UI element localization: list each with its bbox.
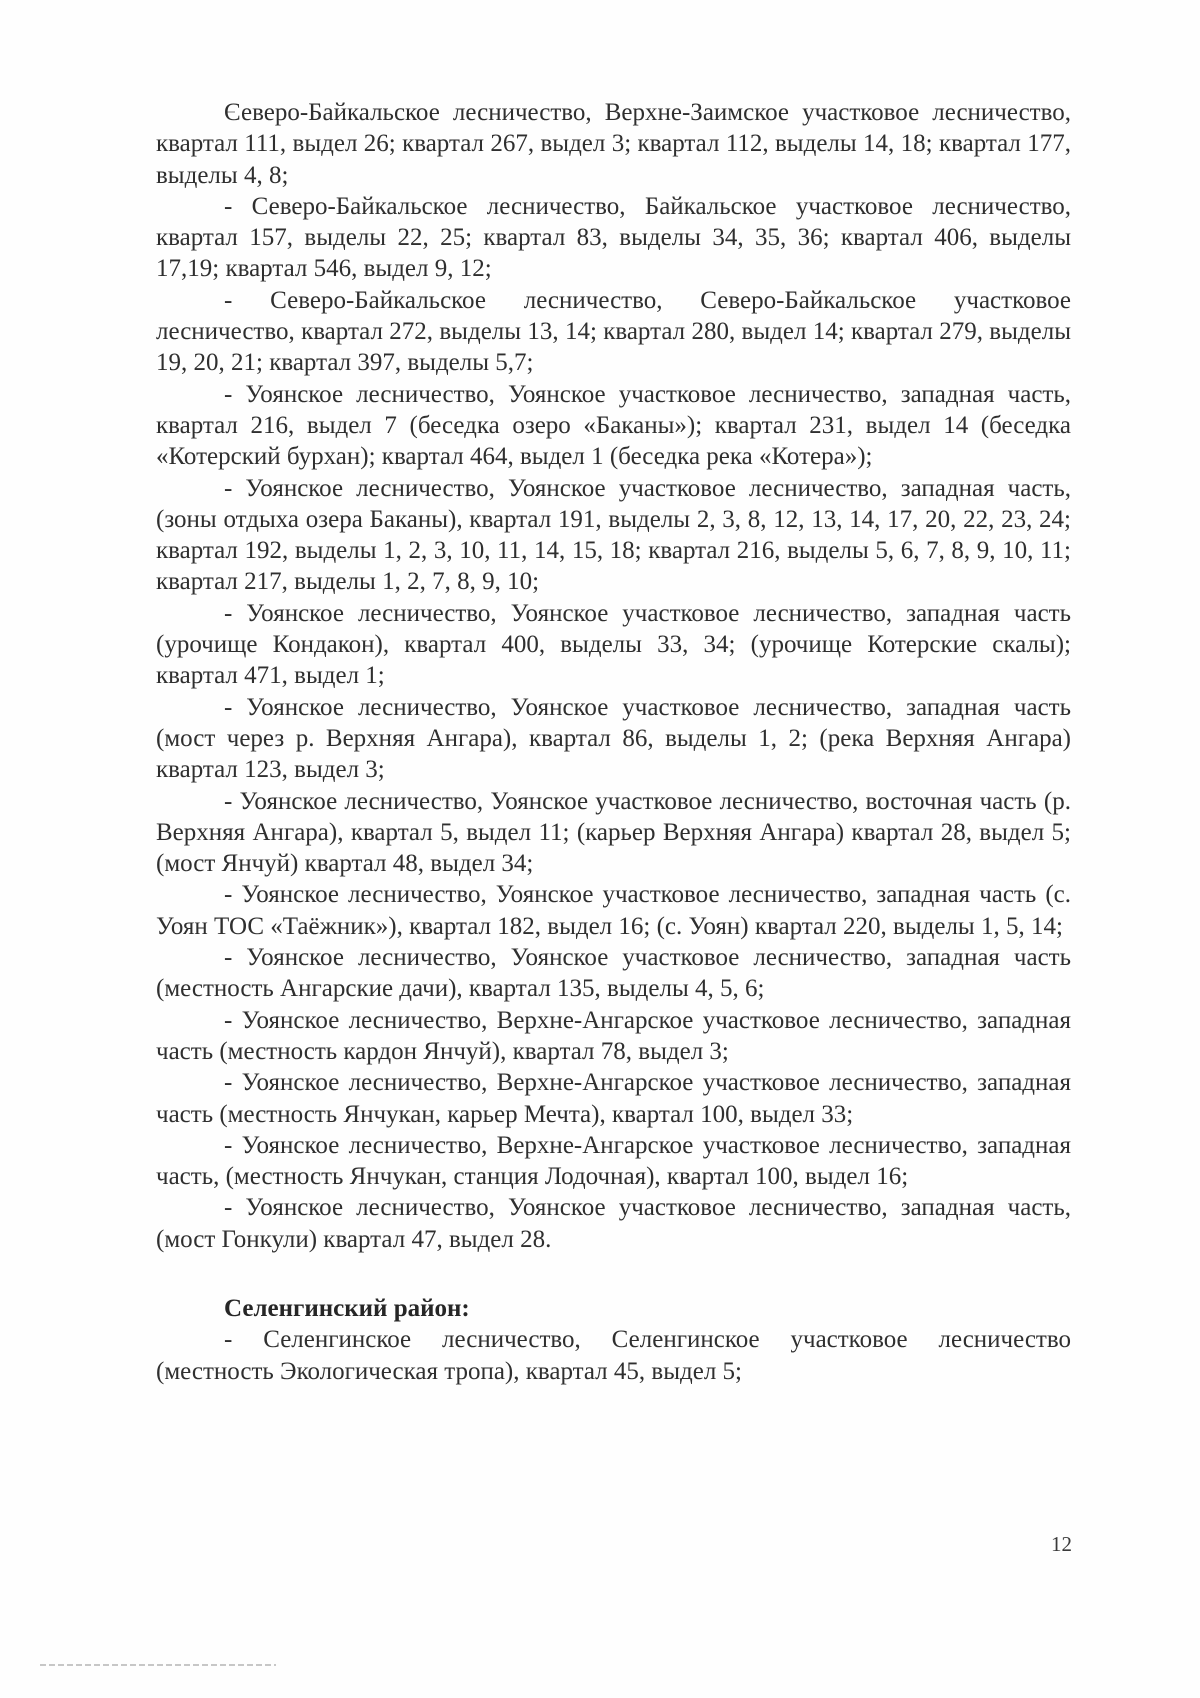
- paragraph-5: - Уоянское лесничество, Уоянское участковое лесничество, западная часть, (зоны отдыха озера Баканы), квартал 191, выделы 2, 3, 8, 12, 13, 14, 17, 20, 22, 23, 24; квартал 192, выделы 1, 2, 3, 10, 11, 14, 15, 18; квартал 216, выделы 5, 6, 7, 8, 9, 10, 11; квартал 217, выделы 1, 2, 7, 8, 9, 10;: [156, 474, 1071, 596]
- page-number: 12: [1051, 1532, 1072, 1556]
- paragraph-8: - Уоянское лесничество, Уоянское участковое лесничество, восточная часть (р. Верхняя Ангара), квартал 5, выдел 11; (карьер Верхняя Ангара) квартал 28, выдел 5; (мост Янчуй) квартал 48, выдел 34;: [156, 787, 1071, 878]
- scan-artifact-line: [40, 1664, 276, 1666]
- paragraph-3: - Северо-Байкальское лесничество, Северо-Байкальское участковое лесничество, квартал 272, выделы 13, 14; квартал 280, выдел 14; квартал 279, выделы 19, 20, 21; квартал 397, выделы 5,7;: [156, 286, 1071, 377]
- paragraph-6: - Уоянское лесничество, Уоянское участковое лесничество, западная часть (урочище Кондакон), квартал 400, выделы 33, 34; (урочище Котерские скалы); квартал 471, выдел 1;: [156, 599, 1071, 690]
- paragraph-13: - Уоянское лесничество, Верхне-Ангарское участковое лесничество, западная часть, (местность Янчукан, станция Лодочная), квартал 100, выдел 16;: [156, 1131, 1071, 1191]
- paragraph-11: - Уоянское лесничество, Верхне-Ангарское участковое лесничество, западная часть (местность кардон Янчуй), квартал 78, выдел 3;: [156, 1006, 1071, 1065]
- paragraph-12: - Уоянское лесничество, Верхне-Ангарское участковое лесничество, западная часть (местность Янчукан, карьер Мечта), квартал 100, выдел 33;: [156, 1069, 1071, 1128]
- paragraph-9: - Уоянское лесничество, Уоянское участковое лесничество, западная часть (с. Уоян ТОС «Таёжник»), квартал 182, выдел 16; (с. Уоян) квартал 220, выделы 1, 5, 14;: [156, 881, 1071, 940]
- paragraph-1: Северо-Байкальское лесничество, Верхне-Заимское участковое лесничество, квартал 111, выдел 26; квартал 267, выдел 3; квартал 112, выделы 14, 18; квартал 177, выделы 4, 8;: [156, 99, 1071, 189]
- section-heading: Селенгинский район:: [224, 1294, 470, 1322]
- paragraph-7: - Уоянское лесничество, Уоянское участковое лесничество, западная часть (мост через р. Верхняя Ангара), квартал 86, выделы 1, 2; (река Верхняя Ангара) квартал 123, выдел 3;: [156, 693, 1071, 784]
- paragraph-2: - Северо-Байкальское лесничество, Байкальское участковое лесничество, квартал 157, выделы 22, 25; квартал 83, выделы 34, 35, 36; квартал 406, выделы 17,19; квартал 546, выдел 9, 12;: [156, 192, 1071, 283]
- document-body: [156, 97, 1071, 1387]
- section-paragraph-1: - Селенгинское лесничество, Селенгинское участковое лесничество (местность Экологическая тропа), квартал 45, выдел 5;: [156, 1326, 1071, 1385]
- paragraph-14: - Уоянское лесничество, Уоянское участковое лесничество, западная часть, (мост Гонкули) квартал 47, выдел 28.: [156, 1194, 1071, 1253]
- paragraph-4: - Уоянское лесничество, Уоянское участковое лесничество, западная часть, квартал 216, выдел 7 (беседка озеро «Баканы»); квартал 231, выдел 14 (беседка «Котерский бурхан); квартал 464, выдел 1 (беседка река «Котера»);: [156, 380, 1071, 471]
- paragraph-10: - Уоянское лесничество, Уоянское участковое лесничество, западная часть (местность Ангарские дачи), квартал 135, выделы 4, 5, 6;: [156, 944, 1071, 1003]
